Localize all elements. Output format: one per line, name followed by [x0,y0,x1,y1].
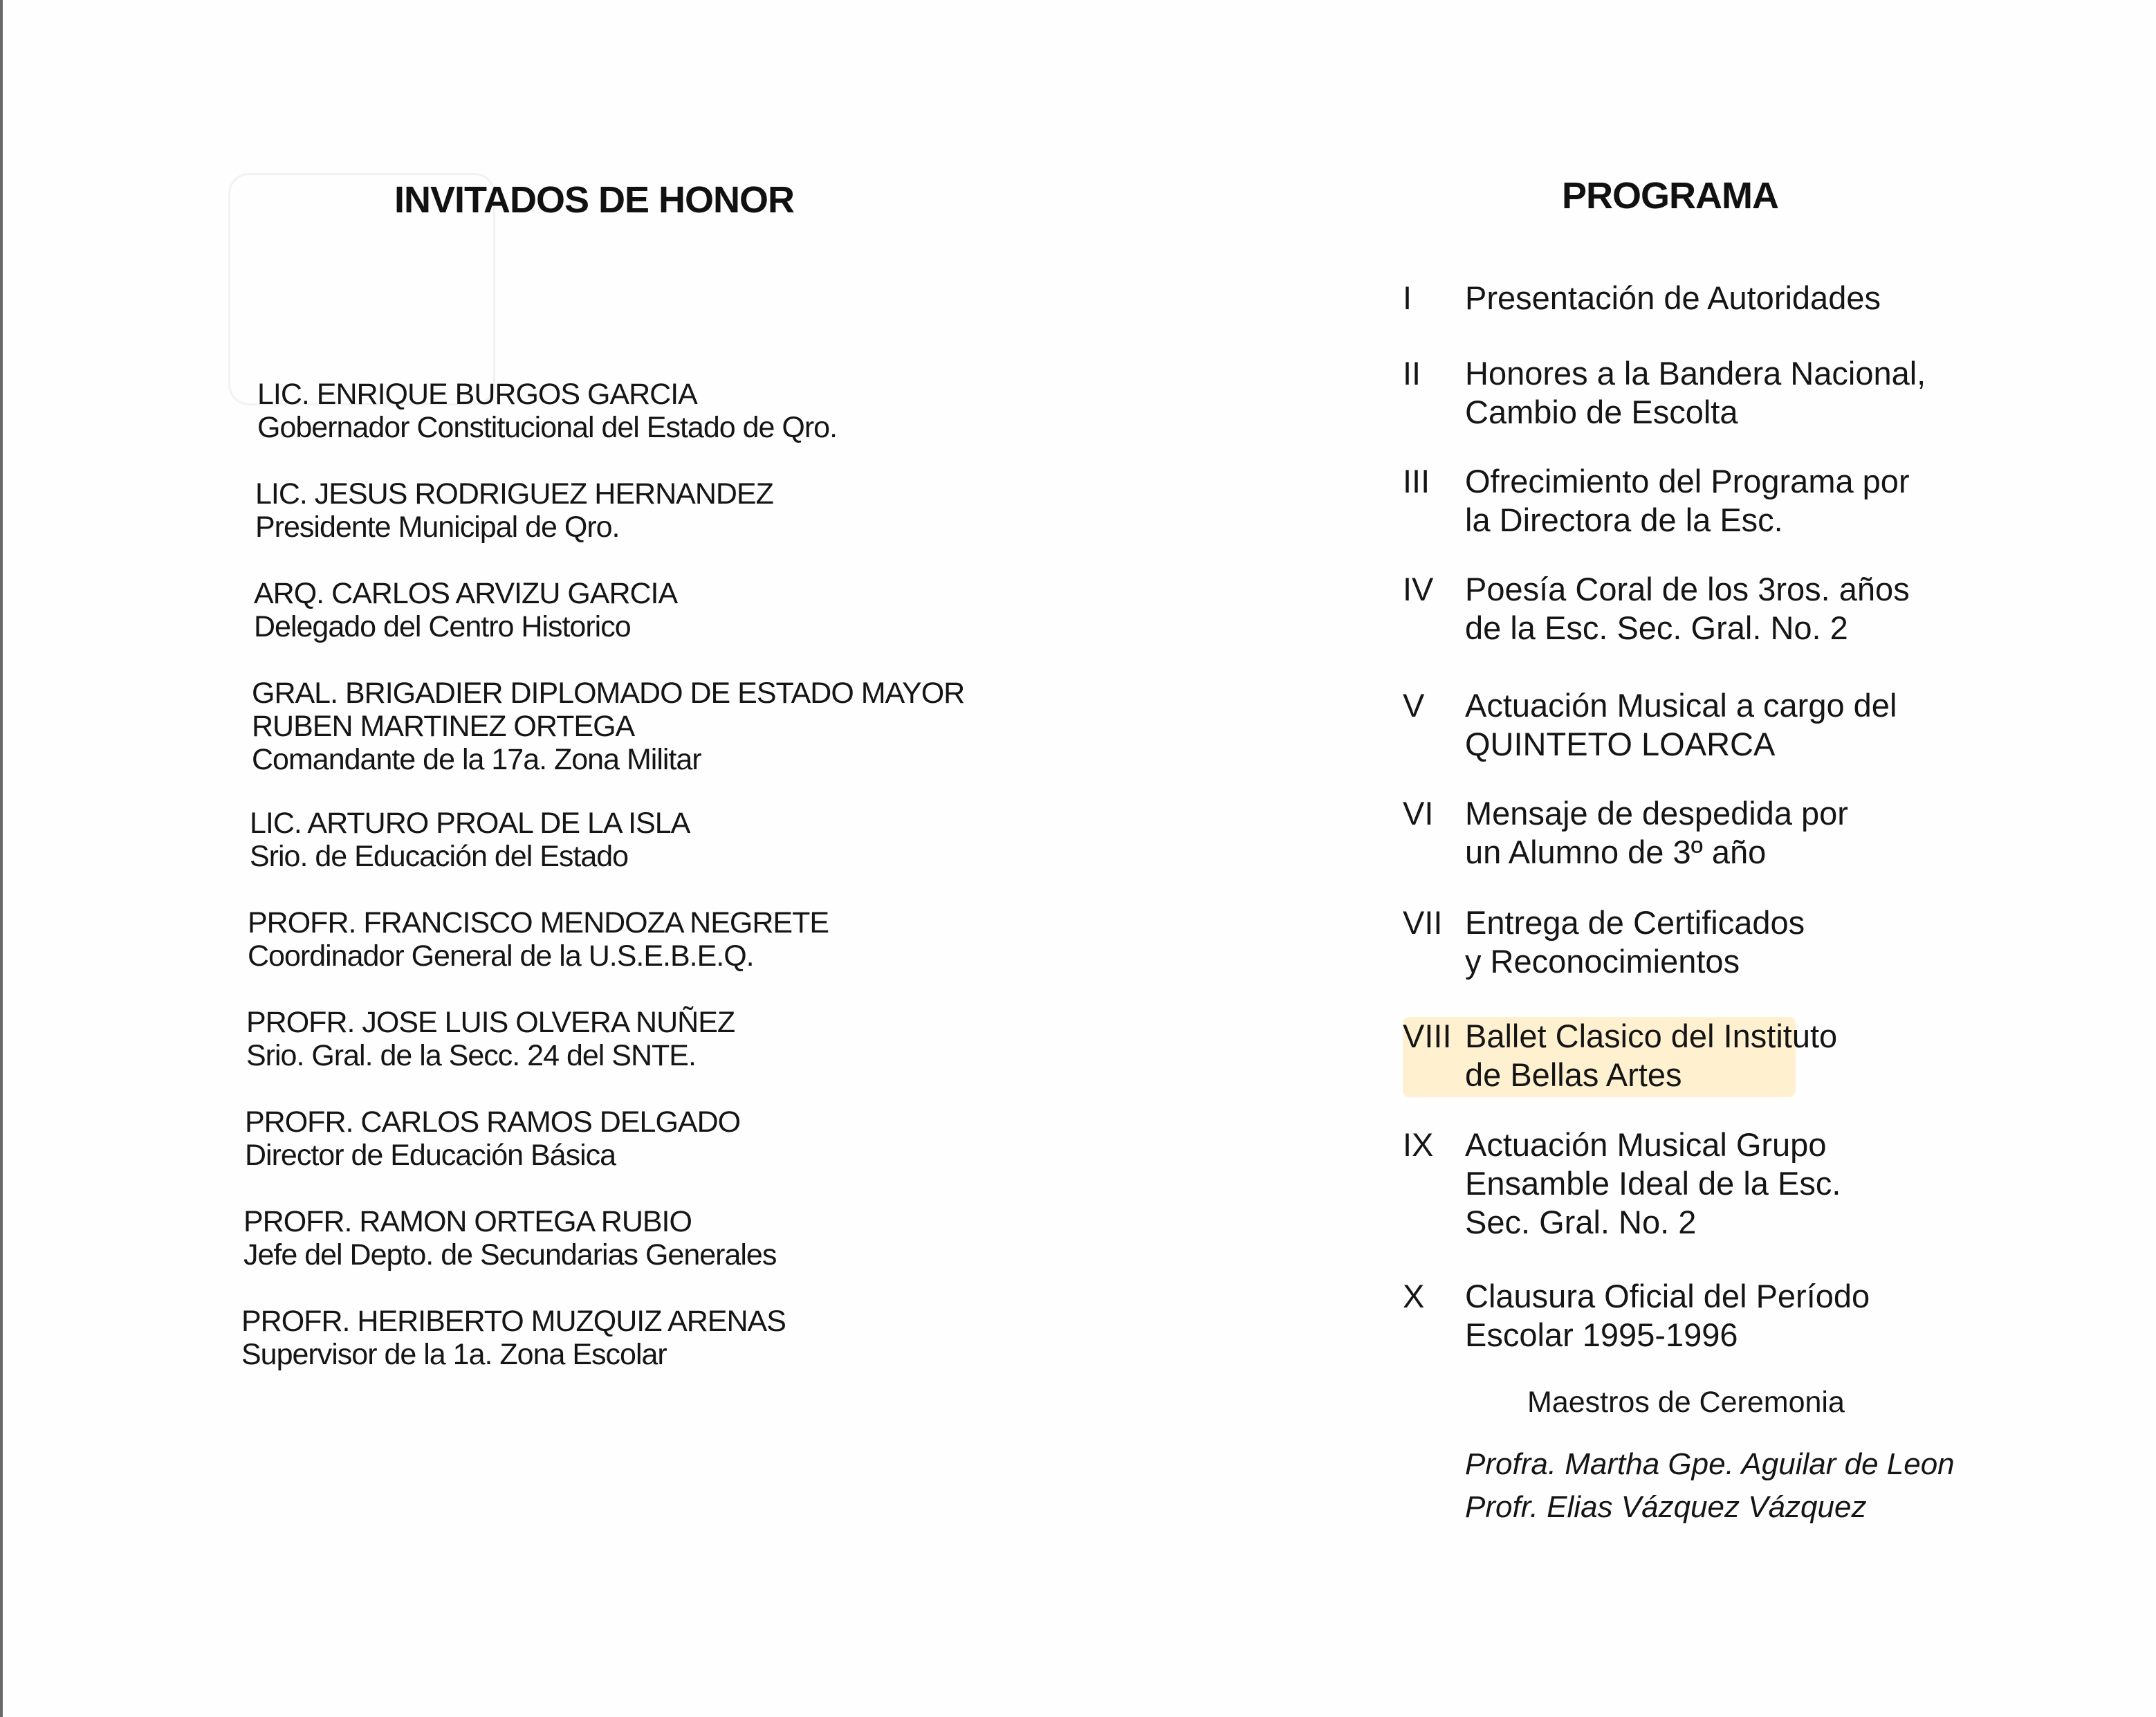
guest-entry [250,807,690,873]
guest-entry [245,1105,740,1172]
program-item-line: Presentación de Autoridades [1465,279,1881,316]
guest-entry [254,577,677,643]
guest-role: Jefe del Depto. de Secundarias Generales [243,1238,777,1271]
guest-name: PROFR. RAMON ORTEGA RUBIO [243,1205,692,1238]
guest-entry [243,1205,776,1271]
guest-name: LIC. ENRIQUE BURGOS GARCIA [257,378,697,411]
program-item-number: III [1403,463,1430,499]
program-item-number: IV [1403,571,1434,607]
guest-role: Supervisor de la 1a. Zona Escolar [241,1338,667,1371]
program-item-line: un Alumno de 3º año [1465,834,1767,870]
guest-entry [241,1305,786,1371]
guest-entry [255,477,773,544]
guest-entry [257,378,837,444]
guest-role: Coordinador General de la U.S.E.B.E.Q. [248,939,754,973]
program-panel [1078,0,2156,1717]
guests-title: INVITADOS DE HONOR [394,179,795,221]
program-item-line: Honores a la Bandera Nacional, [1465,355,1926,392]
program-item-line: Ofrecimiento del Programa por [1465,463,1910,499]
guest-role: Delegado del Centro Historico [254,610,631,643]
program-item-line: Clausura Oficial del Período [1465,1278,1870,1314]
program-item-line: de la Esc. Sec. Gral. No. 2 [1465,609,1848,646]
guest-name: PROFR. HERIBERTO MUZQUIZ ARENAS [241,1305,786,1338]
program-item-line: Escolar 1995-1996 [1465,1316,1738,1353]
program-item-number: V [1403,687,1425,724]
program-item [1403,1017,1838,1097]
program-item-line: Entrega de Certificados [1465,904,1805,941]
guest-name: PROFR. JOSE LUIS OLVERA NUÑEZ [246,1006,735,1039]
program-item-line: Poesía Coral de los 3ros. años [1465,571,1910,607]
program-item-number: X [1403,1278,1425,1314]
guest-role: Comandante de la 17a. Zona Militar [252,743,701,776]
guest-name: LIC. ARTURO PROAL DE LA ISLA [250,807,690,840]
guest-role: Presidente Municipal de Qro. [255,511,620,544]
program-item-line: Sec. Gral. No. 2 [1465,1204,1697,1240]
ceremony-label: Maestros de Ceremonia [1527,1386,1845,1419]
program-item-line: Cambio de Escolta [1465,394,1738,430]
guest-name: GRAL. BRIGADIER DIPLOMADO DE ESTADO MAYOR [252,677,965,710]
guest-entry [248,906,829,973]
guest-entry [246,1006,735,1072]
program-item-line: Ballet Clasico del Instituto [1465,1018,1838,1054]
program-item-number: VIII [1403,1018,1452,1054]
program-item-number: VI [1403,795,1434,832]
guest-role: Srio. Gral. de la Secc. 24 del SNTE. [246,1039,696,1072]
guest-name: RUBEN MARTINEZ ORTEGA [252,710,635,743]
program-item-number: II [1403,355,1421,392]
program-item-line: Ensamble Ideal de la Esc. [1465,1165,1841,1202]
guest-name: LIC. JESUS RODRIGUEZ HERNANDEZ [255,477,773,511]
program-item-line: Mensaje de despedida por [1465,795,1848,832]
program-title: PROGRAMA [1562,175,1778,217]
guest-role: Gobernador Constitucional del Estado de Qro. [257,411,838,444]
guest-role: Director de Educación Básica [245,1139,616,1172]
guest-name: PROFR. CARLOS RAMOS DELGADO [245,1105,741,1139]
guest-name: ARQ. CARLOS ARVIZU GARCIA [254,577,678,610]
program-item-line: y Reconocimientos [1465,943,1740,980]
guest-role: Srio. de Educación del Estado [250,840,629,873]
master-of-ceremony: Profra. Martha Gpe. Aguilar de Leon [1465,1447,1955,1481]
program-item-number: IX [1403,1126,1434,1163]
program-item-number: I [1403,279,1412,316]
program-item-line: QUINTETO LOARCA [1465,726,1776,762]
program-item-line: Actuación Musical a cargo del [1465,687,1897,724]
guest-name: PROFR. FRANCISCO MENDOZA NEGRETE [248,906,829,939]
guest-entry [252,677,964,776]
program-item-line: Actuación Musical Grupo [1465,1126,1827,1163]
master-of-ceremony: Profr. Elias Vázquez Vázquez [1465,1490,1867,1524]
program-item-line: de Bellas Artes [1465,1056,1682,1093]
program-item-number: VII [1403,904,1443,941]
program-item-line: la Directora de la Esc. [1465,502,1783,538]
